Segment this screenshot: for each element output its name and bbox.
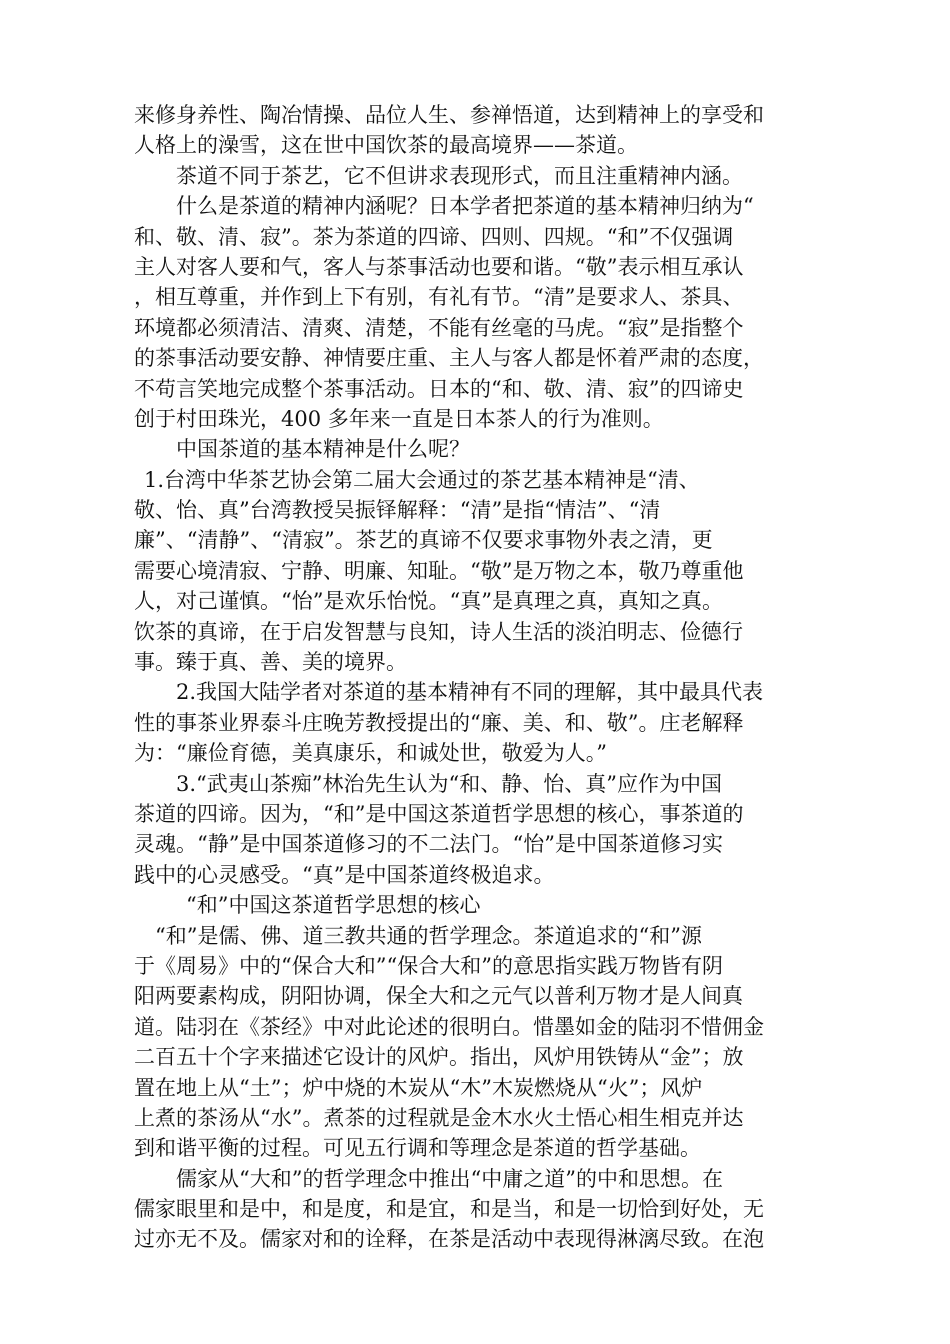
text-line: 来修身养性、陶冶情操、品位人生、参禅悟道，达到精神上的享受和 — [134, 103, 764, 127]
text-line: 儒家眼里和是中，和是度，和是宜，和是当，和是一切恰到好处，无 — [134, 1197, 764, 1222]
text-line: 二百五十个字来描述它设计的风炉。指出，风炉用铁铸从“金”；放 — [134, 1045, 744, 1070]
text-line: 主人对客人要和气，客人与茶事活动也要和谐。“敬”表示相互承认 — [134, 254, 744, 279]
text-line: 过亦无不及。儒家对和的诠释，在茶是活动中表现得淋漓尽致。在泡 — [134, 1227, 764, 1252]
text-line: 茶道不同于茶艺，它不但讲求表现形式，而且注重精神内涵。 — [176, 163, 743, 188]
text-line: 茶道的四谛。因为，“和”是中国这茶道哲学思想的核心，事茶道的 — [134, 801, 744, 826]
text-line: 3.“武夷山茶痴”林治先生认为“和、静、怡、真”应作为中国 — [176, 771, 722, 796]
text-line: 践中的心灵感受。“真”是中国茶道终极追求。 — [134, 862, 555, 887]
text-line: 2.我国大陆学者对茶道的基本精神有不同的理解，其中最具代表 — [176, 680, 764, 705]
text-line: 人，对己谨慎。“怡”是欢乐怡悦。“真”是真理之真，真知之真。 — [134, 589, 723, 614]
text-line: 1.台湾中华茶艺协会第二届大会通过的茶艺基本精神是“清、 — [144, 467, 700, 492]
text-line: “和”是儒、佛、道三教共通的哲学理念。茶道追求的“和”源 — [155, 923, 702, 948]
text-line: 置在地上从“土”；炉中烧的木炭从“木”木炭燃烧从“火”；风炉 — [134, 1075, 703, 1100]
text-line: 性的事茶业界泰斗庄晚芳教授提出的“廉、美、和、敬”。庄老解释 — [134, 710, 744, 735]
text-line: 饮茶的真谛，在于启发智慧与良知，诗人生活的淡泊明志、俭德行 — [134, 619, 743, 644]
text-line: 敬、怡、真”台湾教授吴振铎解释：“清”是指“情洁”、“清 — [134, 498, 661, 523]
text-line: 事。臻于真、善、美的境界。 — [134, 650, 407, 675]
text-line: 灵魂。“静”是中国茶道修习的不二法门。“怡”是中国茶道修习实 — [134, 832, 723, 857]
text-line: 人格上的澡雪，这在世中国饮茶的最高境界——茶道。 — [134, 133, 638, 158]
text-line: 上煮的茶汤从“水”。煮茶的过程就是金木水火土悟心相生相克并达 — [134, 1105, 744, 1130]
text-line: 到和谐平衡的过程。可见五行调和等理念是茶道的哲学基础。 — [134, 1136, 701, 1161]
section-question: 中国茶道的基本精神是什么呢？ — [176, 437, 470, 462]
text-line: 于《周易》中的“保合大和”“保合大和”的意思指实践万物皆有阴 — [134, 953, 723, 978]
text-line: ，相互尊重，并作到上下有别，有礼有节。“清”是要求人、茶具、 — [134, 285, 744, 310]
document-body — [134, 100, 814, 1255]
text-line: 需要心境清寂、宁静、明廉、知耻。“敬”是万物之本，敬乃尊重他 — [134, 558, 744, 583]
section-heading: “和”中国这茶道哲学思想的核心 — [186, 893, 481, 918]
text-line: 为：“廉俭育德，美真康乐，和诚处世，敬爱为人。” — [134, 741, 607, 766]
text-line: 儒家从“大和”的哲学理念中推出“中庸之道”的中和思想。在 — [176, 1166, 723, 1191]
text-line: 和、敬、清、寂”。茶为茶道的四谛、四则、四规。“和”不仅强调 — [134, 224, 734, 249]
text-line: 环境都必须清洁、清爽、清楚，不能有丝毫的马虎。“寂”是指整个 — [134, 315, 744, 340]
text-line: 阳两要素构成，阴阳协调，保全大和之元气以普利万物才是人间真 — [134, 984, 743, 1009]
text-line: 创于村田珠光，400 多年来一直是日本茶人的行为准则。 — [134, 406, 664, 431]
text-line: 廉”、“清静”、“清寂”。茶艺的真谛不仅要求事物外表之清，更 — [134, 528, 713, 553]
text-line: 什么是茶道的精神内涵呢？日本学者把茶道的基本精神归纳为“ — [176, 194, 754, 219]
text-line: 道。陆羽在《茶经》中对此论述的很明白。惜墨如金的陆羽不惜佣金 — [134, 1014, 764, 1039]
text-line: 的茶事活动要安静、神情要庄重、主人与客人都是怀着严肃的态度， — [134, 346, 764, 371]
text-line: 不苟言笑地完成整个茶事活动。日本的“和、敬、清、寂”的四谛史 — [134, 376, 744, 401]
